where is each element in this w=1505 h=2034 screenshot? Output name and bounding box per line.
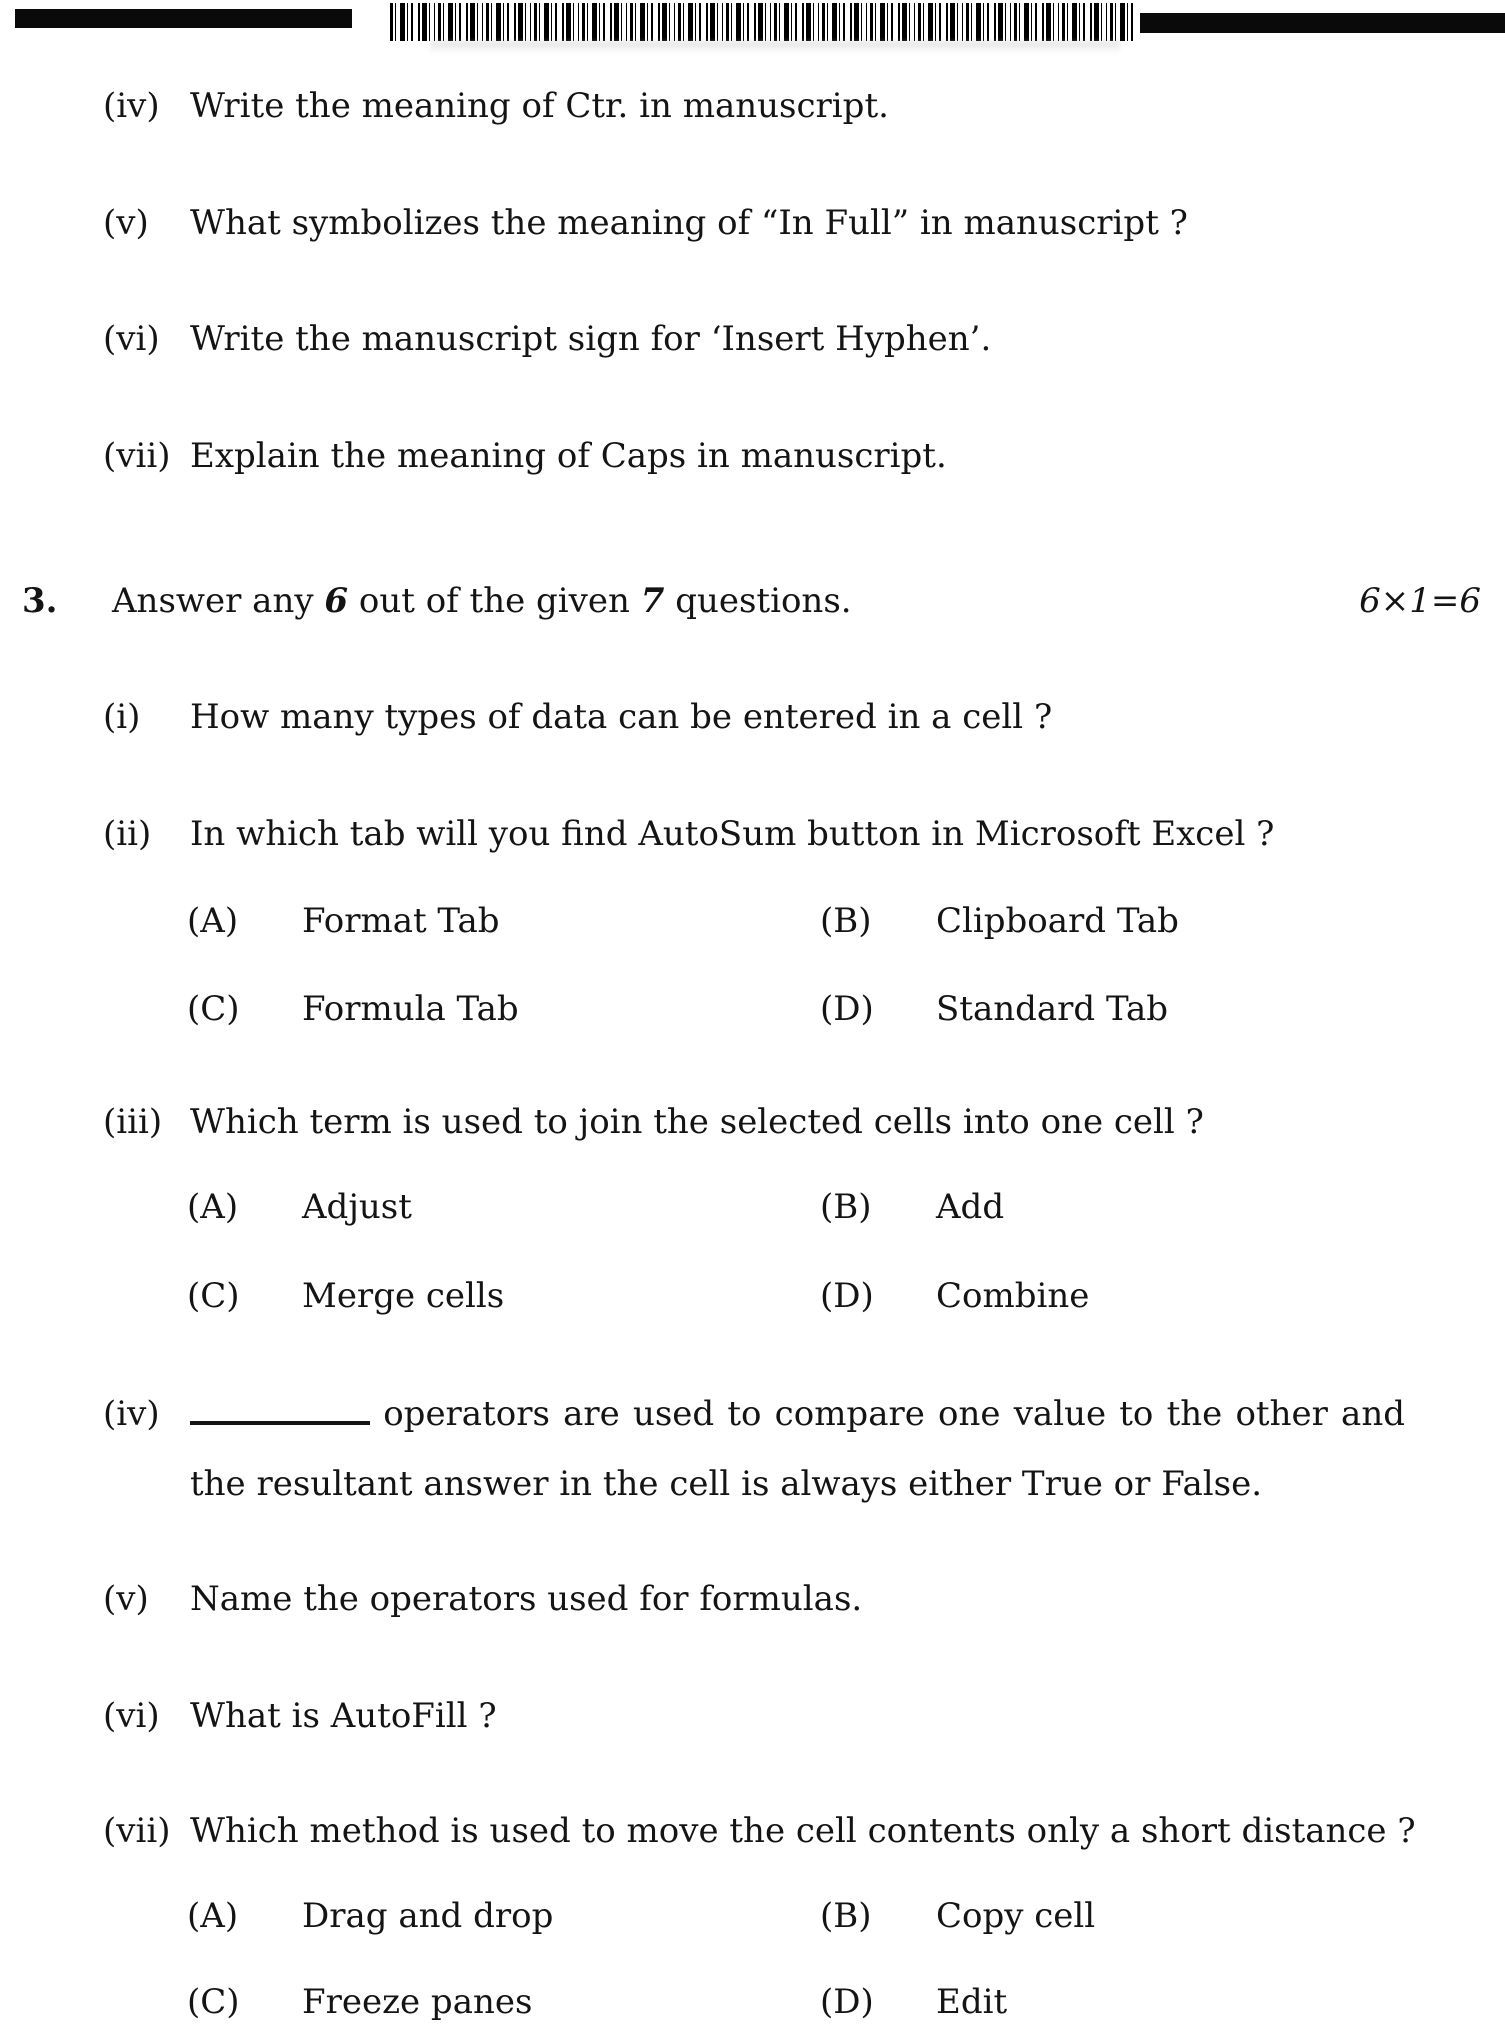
- question-row: [0, 1808, 1505, 1856]
- question-text: In which tab will you find AutoSum button in Microsoft Excel ?: [190, 814, 1275, 854]
- question-text: operators are used to compare one value to the other and: [383, 1394, 1405, 1434]
- options-row: [0, 1893, 1505, 1941]
- options-row: [0, 1273, 1505, 1321]
- option-text: Merge cells: [302, 1276, 505, 1316]
- question-row: [0, 1461, 1505, 1509]
- option-label: (A): [187, 1187, 239, 1227]
- option-label: (B): [820, 1896, 872, 1936]
- question-row: [0, 694, 1505, 742]
- option-label: (B): [820, 1187, 872, 1227]
- question-text: What is AutoFill ?: [190, 1696, 497, 1736]
- option-label: (D): [820, 989, 874, 1029]
- option-label: (D): [820, 1982, 874, 2022]
- question-row: [0, 200, 1505, 248]
- options-row: [0, 898, 1505, 946]
- question-row: [0, 83, 1505, 131]
- option-label: (C): [187, 1276, 240, 1316]
- question-instruction: Answer any 6 out of the given 7 questions.: [112, 581, 852, 621]
- option-label: (B): [820, 901, 872, 941]
- question-row: [0, 1576, 1505, 1624]
- question-label: (ii): [103, 814, 152, 854]
- question-label: (vii): [103, 1811, 171, 1851]
- question-text: Explain the meaning of Caps in manuscript.: [190, 436, 947, 476]
- question-label: (i): [103, 697, 141, 737]
- option-label: (D): [820, 1276, 874, 1316]
- barcode: [390, 3, 1135, 41]
- question-number: 3.: [22, 581, 58, 621]
- option-text: Freeze panes: [302, 1982, 533, 2022]
- options-row: [0, 1979, 1505, 2027]
- question-text: What symbolizes the meaning of “In Full” in manuscript ?: [190, 203, 1188, 243]
- option-text: Edit: [936, 1982, 1008, 2022]
- question-row: [0, 1693, 1505, 1741]
- question-row: [0, 1391, 1505, 1439]
- barcode-shadow: [430, 41, 1120, 54]
- marks-scheme: 6×1=6: [1359, 581, 1481, 621]
- top-left-black-bar: [15, 9, 352, 28]
- question-text: Name the operators used for formulas.: [190, 1579, 863, 1619]
- question-text: Which term is used to join the selected cells into one cell ?: [190, 1102, 1204, 1142]
- option-text: Adjust: [302, 1187, 412, 1227]
- option-text: Add: [936, 1187, 1005, 1227]
- option-label: (C): [187, 989, 240, 1029]
- option-text: Copy cell: [936, 1896, 1096, 1936]
- option-text: Drag and drop: [302, 1896, 554, 1936]
- question-label: (v): [103, 1579, 149, 1619]
- question-label: (iii): [103, 1102, 163, 1142]
- question-text-line1: [190, 1391, 1405, 1437]
- option-label: (C): [187, 1982, 240, 2022]
- option-text: Formula Tab: [302, 989, 519, 1029]
- option-text: Format Tab: [302, 901, 500, 941]
- question-row: [0, 433, 1505, 481]
- question-text: Write the meaning of Ctr. in manuscript.: [190, 86, 889, 126]
- question-label: (vii): [103, 436, 171, 476]
- question-text: Which method is used to move the cell contents only a short distance ?: [190, 1811, 1416, 1851]
- option-text: Combine: [936, 1276, 1090, 1316]
- question-label: (vi): [103, 1696, 160, 1736]
- question-label: (v): [103, 203, 149, 243]
- option-text: Clipboard Tab: [936, 901, 1179, 941]
- question-label: (vi): [103, 319, 160, 359]
- question-text: Write the manuscript sign for ‘Insert Hyphen’.: [190, 319, 992, 359]
- question-row: [0, 316, 1505, 364]
- options-row: [0, 986, 1505, 1034]
- question-label: (iv): [103, 1394, 160, 1434]
- question-label: (iv): [103, 86, 160, 126]
- top-right-black-bar: [1140, 13, 1505, 33]
- option-label: (A): [187, 1896, 239, 1936]
- question-row: [0, 1099, 1505, 1147]
- options-row: [0, 1184, 1505, 1232]
- question-text: How many types of data can be entered in a cell ?: [190, 697, 1053, 737]
- option-label: (A): [187, 901, 239, 941]
- option-text: Standard Tab: [936, 989, 1169, 1029]
- question-row: [0, 811, 1505, 859]
- fill-in-blank: [190, 1402, 370, 1425]
- question-3-heading: [0, 578, 1505, 626]
- question-text-line2: the resultant answer in the cell is always either True or False.: [190, 1464, 1263, 1504]
